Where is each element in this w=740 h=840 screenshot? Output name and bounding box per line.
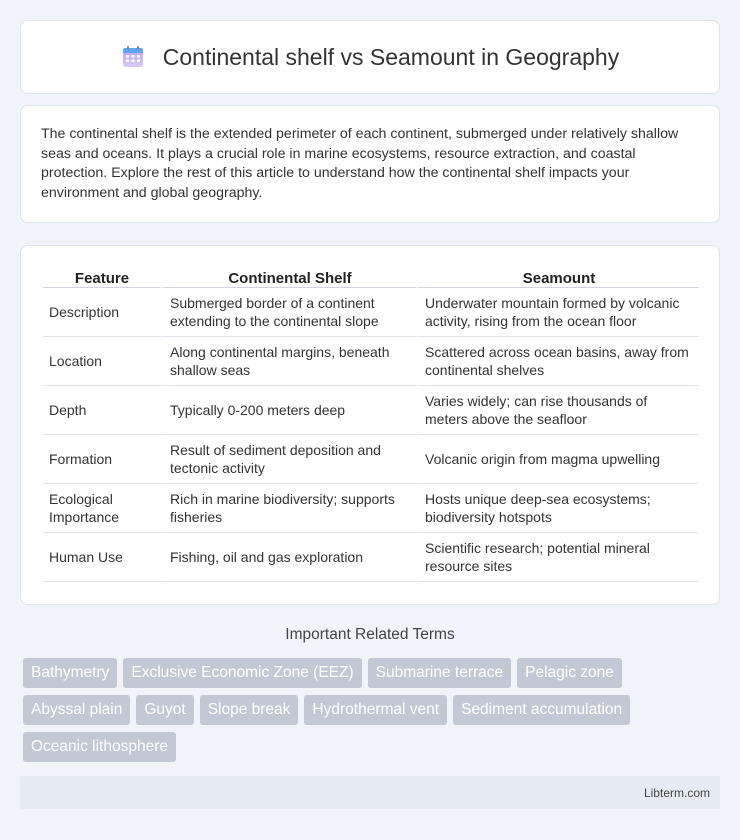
seamount-cell: Scattered across ocean basins, away from continental shelves (416, 337, 699, 386)
related-terms-title: Important Related Terms (285, 626, 455, 643)
table-row (43, 386, 699, 435)
feature-cell: Formation (43, 435, 161, 484)
related-term-tag[interactable]: Pelagic zone (517, 658, 622, 688)
intro-card (20, 105, 720, 223)
table-row (43, 484, 699, 533)
table-row (43, 435, 699, 484)
seamount-cell: Scientific research; potential mineral resource sites (416, 533, 699, 582)
table-row (43, 337, 699, 386)
header-card (20, 20, 720, 94)
related-term-tag[interactable]: Oceanic lithosphere (23, 732, 176, 762)
related-term-tag[interactable]: Abyssal plain (23, 695, 130, 725)
related-term-tag[interactable]: Bathymetry (23, 658, 117, 688)
related-term-tag[interactable]: Slope break (200, 695, 299, 725)
comparison-card (20, 245, 720, 605)
continental-shelf-cell: Fishing, oil and gas exploration (161, 533, 416, 582)
column-header-seamount: Seamount (416, 266, 699, 288)
related-terms-list (23, 658, 723, 762)
seamount-cell: Volcanic origin from magma upwelling (416, 435, 699, 484)
related-term-tag[interactable]: Guyot (136, 695, 193, 725)
related-term-tag[interactable]: Submarine terrace (368, 658, 512, 688)
calendar-icon (121, 45, 145, 69)
continental-shelf-cell: Submerged border of a continent extending to the continental slope (161, 288, 416, 337)
related-term-tag[interactable]: Exclusive Economic Zone (EEZ) (123, 658, 361, 688)
feature-cell: Human Use (43, 533, 161, 582)
related-term-tag[interactable]: Hydrothermal vent (304, 695, 447, 725)
continental-shelf-cell: Typically 0-200 meters deep (161, 386, 416, 435)
continental-shelf-cell: Result of sediment deposition and tectonic activity (161, 435, 416, 484)
header-inner (121, 44, 619, 71)
intro-paragraph: The continental shelf is the extended perimeter of each continent, submerged under relatively shallow seas and oceans. It plays a crucial role in marine ecosystems, resource extraction, and coastal protection. Explore the rest of this article to understand how the continental shelf impacts your environment and global geography. (41, 126, 679, 201)
table-row (43, 288, 699, 337)
comparison-table (43, 266, 699, 582)
footer (20, 776, 720, 809)
feature-cell: Location (43, 337, 161, 386)
seamount-cell: Varies widely; can rise thousands of meters above the seafloor (416, 386, 699, 435)
table-header-row (43, 266, 699, 288)
seamount-cell: Underwater mountain formed by volcanic activity, rising from the ocean floor (416, 288, 699, 337)
table-row (43, 533, 699, 582)
column-header-feature: Feature (43, 266, 161, 288)
page-title: Continental shelf vs Seamount in Geography (162, 43, 620, 70)
seamount-cell: Hosts unique deep-sea ecosystems; biodiversity hotspots (416, 484, 699, 533)
feature-cell: Description (43, 288, 161, 337)
continental-shelf-cell: Along continental margins, beneath shallow seas (161, 337, 416, 386)
continental-shelf-cell: Rich in marine biodiversity; supports fisheries (161, 484, 416, 533)
feature-cell: Ecological Importance (43, 484, 161, 533)
related-term-tag[interactable]: Sediment accumulation (453, 695, 630, 725)
column-header-continental-shelf: Continental Shelf (161, 266, 416, 288)
footer-site-link[interactable]: Libterm.com (643, 786, 710, 800)
feature-cell: Depth (43, 386, 161, 435)
